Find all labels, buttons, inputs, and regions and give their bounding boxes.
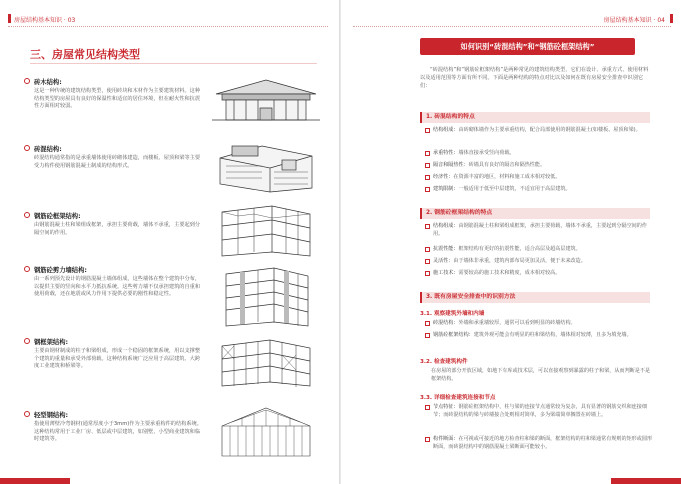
concrete-frame-icon [212, 202, 320, 260]
right-page-header: 房屋结构基本知识 · 04 [603, 17, 665, 24]
intro-paragraph: “砖混结构”和“钢筋砼框架结构”是两种常见的建筑结构类型，它们在设计、承重方式、使用材料以及适用范围等方面有所不同。下面是两种结构的特点对比以及如何在既有房屋安全排查中识别它们： [420, 67, 649, 89]
checkbox-icon [425, 259, 430, 264]
bullet-icon [24, 78, 30, 84]
section-title: 三、房屋常见结构类型 [30, 48, 140, 61]
checkbox-icon [425, 321, 430, 326]
feature-row: 经济性：在资源丰富的地区，材料和施工成本相对较低。 [425, 174, 653, 182]
feature-row: 钢筋砼框架结构：建筑外观可能会有明显的柱和梁结构，墙体相对较薄，且多为填充墙。 [425, 332, 653, 340]
structure-item [24, 409, 204, 444]
traditional-house-icon [212, 76, 320, 124]
header-divider [8, 26, 328, 27]
topic-banner: 如何识别“砖混结构”和“钢筋砼框架结构” [420, 38, 635, 55]
checkbox-icon [425, 405, 430, 410]
light-steel-icon [212, 404, 320, 460]
checkbox-icon [425, 333, 430, 338]
item-body: 主要由钢材制成的柱子和梁组成，形成一个稳固的框架系统，用以支撑整个建筑的重量和承受外部荷载。这种结构系统广泛应用于高层建筑、大跨度工业建筑和桥梁等。 [34, 348, 201, 370]
checkbox-icon [425, 437, 430, 442]
steel-frame-icon [212, 336, 320, 390]
item-body: 由一系列预先设计的钢筋混凝土墙体组成，这些墙体在整个建筑中分布，以提供主要的竖向和水平力抵抗系统。这些剪力墙不仅承担建筑的自重和使用荷载，还在地震或风力作用下提供必要的刚性和稳定性。 [34, 276, 201, 298]
feature-row: 灵活性：由于墙体非承重，建筑内部布局更加灵活，便于未来改造。 [425, 258, 653, 266]
item-body: 砖混结构通常指的是承重墙体使用砖砌体建造，而楼板、屋顶和梁等主要受力构件使用钢筋混凝土制成的结构形式。 [34, 155, 201, 169]
checkbox-icon [425, 175, 430, 180]
left-page-header: 房屋结构基本知识 · 03 [14, 17, 76, 24]
subsection-text: 在房屋的部分开放区域，如地下车库或技术层，可以直接观察到暴露的柱子和梁，从而判断是不是框架结构。 [431, 368, 651, 382]
structure-item [24, 76, 204, 111]
item-body: 这是一种传统的建筑结构类型，使用砖块和木材作为主要建筑材料。这种结构类型的房屋具有良好的保温性和适宜的居住环境，但在耐火性和抗震性方面相对较弱。 [34, 88, 201, 110]
feature-row: 施工技术：需要较高的施工技术和精度，成本相对较高。 [425, 270, 653, 278]
structure-item [24, 336, 204, 371]
item-title: 轻型钢结构: [34, 411, 69, 419]
checkbox-icon [425, 151, 430, 156]
feature-row: 承重特性：墙体直接承受竖向荷载。 [425, 150, 653, 158]
feature-row: 结构组成：由砖砌体墙作为主要承重结构，配合局部使用的钢筋混凝土(如楼板、屋顶和梁)。 [425, 127, 653, 135]
item-title: 钢框架结构: [34, 338, 69, 346]
structure-item [24, 143, 204, 170]
checkbox-icon [425, 163, 430, 168]
checkbox-icon [425, 128, 430, 133]
checkbox-icon [425, 271, 430, 276]
structure-item [24, 210, 204, 237]
item-title: 钢筋砼剪力墙结构: [34, 266, 87, 274]
bullet-icon [24, 338, 30, 344]
section-heading: 2. 钢筋砼框架结构的特点 [420, 208, 650, 219]
feature-row: 建筑限制：一般适用于低至中层建筑，不适宜用于高层建筑。 [425, 186, 653, 194]
structure-item [24, 264, 204, 299]
section-heading: 1. 砖混结构的特点 [420, 112, 650, 123]
header-marker [670, 14, 673, 23]
feature-row: 结构组成：由钢筋混凝土柱和梁组成框架，承担主要荷载，墙体不承重，主要起到分隔空间的作用。 [425, 223, 653, 238]
checkbox-icon [425, 187, 430, 192]
checkbox-icon [425, 224, 430, 229]
feature-row: 构件断面：在可视或可接近的地方检查柱和梁的断面，框架结构的柱和梁通常有规则的矩形或圆形断面，而砖混结构中的钢筋混凝土梁断面可能较小。 [425, 436, 653, 451]
subsection-title: 3.1. 观察建筑外墙和内墙 [420, 311, 485, 317]
right-page [341, 0, 681, 484]
bullet-icon [24, 145, 30, 151]
shear-wall-icon [212, 266, 320, 330]
subsection-title: 3.3. 详细检查建筑连接和节点 [420, 395, 496, 401]
item-body: 指使用薄壁冷弯钢材(通常厚度小于3mm)作为主要承重构件的结构系统。这种结构常用于工业厂房、低层或中层建筑，如别墅、小型商业建筑和临时建筑等。 [34, 421, 202, 443]
section-underline [30, 63, 317, 64]
feature-row: 节点特征：钢筋砼框架结构中，柱与梁的连接节点通常较为复杂，具有显著的钢筋交织和连接细节；而砖混结构的梁与砖墙接合处则相对简单，多为梁端简单搁置在砖墙上。 [425, 404, 653, 419]
feature-row: 隔音和隔热性：砖墙具有良好的隔音和隔热性能。 [425, 162, 653, 170]
footer-accent [611, 478, 681, 484]
subsection-title: 3.2. 检查建筑构件 [420, 359, 468, 365]
section-heading: 3. 既有房屋安全排查中的识别方法 [420, 292, 650, 303]
item-body: 由钢筋混凝土柱和梁组成框架，承担主要荷载，墙体不承重，主要起到分隔空间的作用。 [34, 222, 201, 236]
feature-row: 抗震性能：框架结构有更好的抗震性能，适合高层及超高层建筑。 [425, 246, 653, 254]
item-title: 钢筋砼框架结构: [34, 212, 81, 220]
bullet-icon [24, 266, 30, 272]
item-title: 砖混结构: [34, 145, 62, 153]
item-title: 砖木结构: [34, 78, 62, 86]
bullet-icon [24, 212, 30, 218]
footer-accent [0, 478, 70, 484]
brick-house-icon [212, 138, 320, 194]
bullet-icon [24, 411, 30, 417]
left-page [0, 0, 340, 484]
checkbox-icon [425, 247, 430, 252]
header-marker [8, 14, 11, 23]
header-divider [353, 26, 671, 27]
feature-row: 砖混结构：外墙和承重墙较厚，通常可以看到明显的砖墙结构。 [425, 320, 653, 328]
